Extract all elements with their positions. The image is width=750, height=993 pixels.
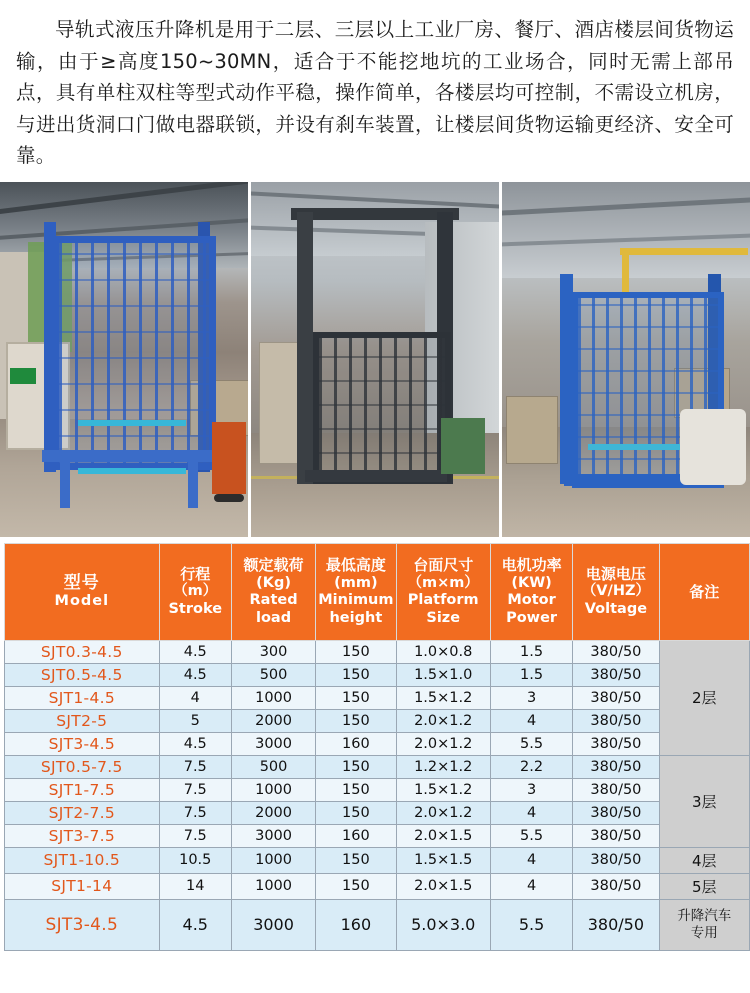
table-row xyxy=(5,778,750,801)
cell-power: 2.2 xyxy=(490,755,572,778)
header-size-unit: （m×m） xyxy=(407,574,479,591)
header-remark: 备注 xyxy=(659,543,749,640)
header-power-en2: Power xyxy=(506,609,558,626)
header-height-en1: Minimum xyxy=(318,592,394,609)
cell-height: 150 xyxy=(316,873,396,899)
cell-power: 1.5 xyxy=(490,663,572,686)
header-load-cn: 额定载荷 xyxy=(243,556,304,575)
header-model xyxy=(5,543,160,640)
cell-load: 500 xyxy=(231,755,315,778)
spec-table-wrap xyxy=(0,537,750,951)
header-model-en: Model xyxy=(54,593,110,610)
header-height-unit: (mm) xyxy=(334,574,378,591)
cell-model: SJT2-5 xyxy=(5,709,160,732)
header-power-unit: (KW) xyxy=(511,574,552,591)
product-photo-2 xyxy=(251,182,499,537)
cell-height: 150 xyxy=(316,755,396,778)
cell-load: 3000 xyxy=(231,824,315,847)
cell-model: SJT1-7.5 xyxy=(5,778,160,801)
table-body xyxy=(5,640,750,950)
cell-stroke: 7.5 xyxy=(159,801,231,824)
cell-height: 150 xyxy=(316,709,396,732)
cell-size: 2.0×1.5 xyxy=(396,873,490,899)
cell-size: 1.5×1.0 xyxy=(396,663,490,686)
cell-model: SJT1-10.5 xyxy=(5,847,160,873)
header-platform-size xyxy=(396,543,490,640)
cell-load: 3000 xyxy=(231,899,315,950)
cell-load: 300 xyxy=(231,640,315,663)
header-power-cn: 电机功率 xyxy=(501,556,562,575)
cell-power: 3 xyxy=(490,778,572,801)
green-bin xyxy=(441,418,485,474)
cell-remark: 3层 xyxy=(659,755,749,847)
cell-stroke: 4 xyxy=(159,686,231,709)
cyan-rail xyxy=(78,468,186,474)
cell-load: 2000 xyxy=(231,801,315,824)
cell-stroke: 14 xyxy=(159,873,231,899)
header-stroke-en: Stroke xyxy=(168,601,223,618)
cell-load: 1000 xyxy=(231,686,315,709)
cell-model: SJT0.3-4.5 xyxy=(5,640,160,663)
table-row xyxy=(5,732,750,755)
cell-load: 500 xyxy=(231,663,315,686)
cell-height: 150 xyxy=(316,847,396,873)
cell-stroke: 4.5 xyxy=(159,732,231,755)
table-row xyxy=(5,824,750,847)
control-panel xyxy=(259,342,301,464)
header-voltage xyxy=(573,543,659,640)
cell-load: 1000 xyxy=(231,778,315,801)
table-header-row xyxy=(5,543,750,640)
cell-load: 1000 xyxy=(231,873,315,899)
header-rated-load xyxy=(231,543,315,640)
header-minimum-height xyxy=(316,543,396,640)
cell-height: 150 xyxy=(316,778,396,801)
cell-stroke: 5 xyxy=(159,709,231,732)
cell-height: 160 xyxy=(316,899,396,950)
mesh-cage xyxy=(52,236,216,470)
cell-power: 1.5 xyxy=(490,640,572,663)
cell-stroke: 4.5 xyxy=(159,663,231,686)
cell-size: 2.0×1.2 xyxy=(396,709,490,732)
remark-line-2: 专用 xyxy=(690,924,718,941)
cell-voltage: 380/50 xyxy=(573,824,659,847)
cell-stroke: 10.5 xyxy=(159,847,231,873)
cell-height: 150 xyxy=(316,801,396,824)
orange-cart xyxy=(212,422,246,494)
cell-model: SJT0.5-4.5 xyxy=(5,663,160,686)
table-row xyxy=(5,640,750,663)
table-row xyxy=(5,801,750,824)
header-load-en2: load xyxy=(256,609,292,626)
cell-power: 4 xyxy=(490,709,572,732)
cell-voltage: 380/50 xyxy=(573,640,659,663)
table-row xyxy=(5,755,750,778)
cell-power: 5.5 xyxy=(490,899,572,950)
cell-voltage: 380/50 xyxy=(573,755,659,778)
cell-stroke: 4.5 xyxy=(159,640,231,663)
yellow-safety-post xyxy=(622,248,629,292)
cell-voltage: 380/50 xyxy=(573,663,659,686)
header-stroke xyxy=(159,543,231,640)
cart-wheel xyxy=(214,494,244,502)
cell-stroke: 4.5 xyxy=(159,899,231,950)
cell-size: 2.0×1.2 xyxy=(396,732,490,755)
cell-height: 150 xyxy=(316,640,396,663)
header-voltage-unit: （V/HZ） xyxy=(581,583,650,600)
cell-stroke: 7.5 xyxy=(159,778,231,801)
cell-voltage: 380/50 xyxy=(573,686,659,709)
table-row xyxy=(5,847,750,873)
product-photo-3 xyxy=(502,182,750,537)
cell-voltage: 380/50 xyxy=(573,732,659,755)
header-motor-power xyxy=(490,543,572,640)
cell-height: 150 xyxy=(316,663,396,686)
top-crossbeam xyxy=(291,208,459,220)
cell-stroke: 7.5 xyxy=(159,824,231,847)
cell-power: 5.5 xyxy=(490,732,572,755)
cell-size: 2.0×1.2 xyxy=(396,801,490,824)
cell-power: 3 xyxy=(490,686,572,709)
table-row xyxy=(5,899,750,950)
white-sack xyxy=(680,409,746,485)
cell-power: 4 xyxy=(490,801,572,824)
specification-table xyxy=(4,543,750,951)
cell-height: 160 xyxy=(316,824,396,847)
header-height-en2: height xyxy=(329,609,383,626)
cell-remark: 5层 xyxy=(659,873,749,899)
cell-size: 5.0×3.0 xyxy=(396,899,490,950)
cell-size: 1.5×1.2 xyxy=(396,778,490,801)
platform-leg xyxy=(60,460,70,508)
guide-rail-mast xyxy=(297,212,313,484)
header-size-en1: Platform xyxy=(407,592,479,609)
table-row xyxy=(5,686,750,709)
cell-model: SJT3-4.5 xyxy=(5,732,160,755)
remark-line-1: 升降汽车 xyxy=(677,908,732,925)
cell-model: SJT0.5-7.5 xyxy=(5,755,160,778)
intro-paragraph: 导轨式液压升降机是用于二层、三层以上工业厂房、餐厅、酒店楼层间货物运输，由于≥高度150~30MN，适合于不能挖地坑的工业场合，同时无需上部吊点，具有单柱双柱等型式动作平稳，操作简单，各楼层均可控制，不需设立机房，与进出货洞口门做电器联锁，并设有刹车装置，让楼层间货物运输更经济、安全可靠。 xyxy=(16,18,734,168)
cell-load: 2000 xyxy=(231,709,315,732)
cell-size: 1.0×0.8 xyxy=(396,640,490,663)
cell-stroke: 7.5 xyxy=(159,755,231,778)
cell-size: 1.5×1.5 xyxy=(396,847,490,873)
header-power-en1: Motor xyxy=(507,592,556,609)
cell-height: 150 xyxy=(316,686,396,709)
table-row xyxy=(5,873,750,899)
header-load-en1: Rated xyxy=(249,592,298,609)
header-stroke-unit: （m） xyxy=(173,583,218,600)
cell-voltage: 380/50 xyxy=(573,873,659,899)
cell-power: 5.5 xyxy=(490,824,572,847)
cell-size: 1.2×1.2 xyxy=(396,755,490,778)
yellow-safety-rail xyxy=(620,248,748,255)
cell-voltage: 380/50 xyxy=(573,778,659,801)
cell-model: SJT2-7.5 xyxy=(5,801,160,824)
stacked-boxes xyxy=(506,396,558,464)
cyan-rail xyxy=(78,420,186,426)
platform-leg xyxy=(188,460,198,508)
cell-model: SJT3-4.5 xyxy=(5,899,160,950)
header-size-en2: Size xyxy=(426,609,461,626)
cell-remark: 2层 xyxy=(659,640,749,755)
cell-voltage: 380/50 xyxy=(573,801,659,824)
header-load-unit: (Kg) xyxy=(256,574,291,591)
product-photo-1 xyxy=(0,182,248,537)
cell-voltage: 380/50 xyxy=(573,847,659,873)
cell-voltage: 380/50 xyxy=(573,899,659,950)
table-row xyxy=(5,663,750,686)
header-height-cn: 最低高度 xyxy=(325,556,386,575)
cell-height: 160 xyxy=(316,732,396,755)
header-voltage-cn: 电源电压 xyxy=(585,565,646,584)
header-stroke-cn: 行程 xyxy=(180,565,211,584)
header-model-cn: 型号 xyxy=(63,572,100,593)
cell-power: 4 xyxy=(490,847,572,873)
cell-model: SJT3-7.5 xyxy=(5,824,160,847)
cell-model: SJT1-14 xyxy=(5,873,160,899)
header-voltage-en: Voltage xyxy=(584,601,648,618)
cell-voltage: 380/50 xyxy=(573,709,659,732)
lift-platform xyxy=(305,470,447,482)
cell-load: 3000 xyxy=(231,732,315,755)
product-photo-strip xyxy=(0,182,750,537)
cell-size: 1.5×1.2 xyxy=(396,686,490,709)
cell-load: 1000 xyxy=(231,847,315,873)
cell-remark: 4层 xyxy=(659,847,749,873)
cell-model: SJT1-4.5 xyxy=(5,686,160,709)
table-row xyxy=(5,709,750,732)
exit-sign-icon xyxy=(10,368,36,384)
header-size-cn: 台面尺寸 xyxy=(413,556,474,575)
mesh-cage xyxy=(313,332,451,484)
cell-power: 4 xyxy=(490,873,572,899)
cell-size: 2.0×1.5 xyxy=(396,824,490,847)
cell-remark xyxy=(659,899,749,950)
